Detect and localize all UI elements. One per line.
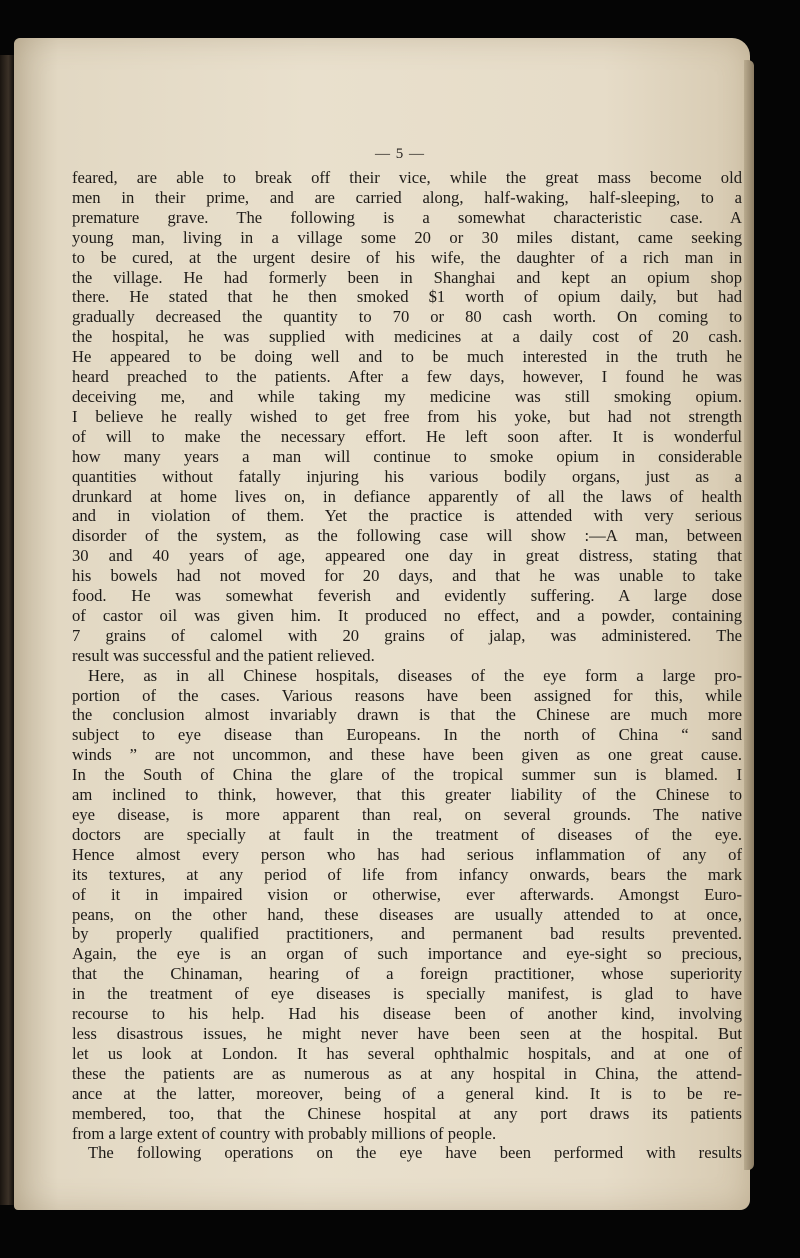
text-line: less disastrous issues, he might never have been seen at the hospital. But bbox=[72, 1023, 742, 1043]
text-line: these the patients are as numerous as at any hospital in China, the attend- bbox=[72, 1063, 742, 1083]
text-line: of will to make the necessary effort. He left soon after. It is wonderful bbox=[72, 426, 742, 446]
text-line: 7 grains of calomel with 20 grains of jalap, was administered. The bbox=[72, 625, 742, 645]
text-line: the conclusion almost invariably drawn is that the Chinese are much more bbox=[72, 705, 742, 725]
text-line: ance at the latter, moreover, being of a general kind. It is to be re- bbox=[72, 1083, 742, 1103]
text-line: feared, are able to break off their vice, while the great mass become old bbox=[72, 168, 742, 187]
text-line: of it in impaired vision or otherwise, ever afterwards. Amongst Euro- bbox=[72, 884, 742, 904]
text-line: how many years a man will continue to smoke opium in considerable bbox=[72, 446, 742, 466]
text-line: premature grave. The following is a somewhat characteristic case. A bbox=[72, 207, 742, 227]
text-line: gradually decreased the quantity to 70 or 80 cash worth. On coming to bbox=[72, 307, 742, 327]
text-line: result was successful and the patient relieved. bbox=[72, 645, 375, 665]
text-line: young man, living in a village some 20 or 30 miles distant, came seeking bbox=[72, 227, 742, 247]
text-line: Hence almost every person who has had serious inflammation of any of bbox=[72, 844, 742, 864]
text-line: doctors are specially at fault in the treatment of diseases of the eye. bbox=[72, 824, 742, 844]
text-line: there. He stated that he then smoked $1 worth of opium daily, but had bbox=[72, 287, 742, 307]
text-line: of castor oil was given him. It produced no effect, and a powder, containing bbox=[72, 605, 742, 625]
body-text bbox=[72, 168, 742, 1163]
text-line: eye disease, is more apparent than real, on several grounds. The native bbox=[72, 805, 742, 824]
text-line: membered, too, that the Chinese hospital at any port draws its patients bbox=[72, 1103, 742, 1123]
text-line: by properly qualified practitioners, and permanent bad results prevented. bbox=[72, 924, 742, 944]
text-line: disorder of the system, as the following case will show :—A man, between bbox=[72, 526, 742, 546]
text-line: am inclined to think, however, that this greater liability of the Chinese to bbox=[72, 785, 742, 805]
text-line: 30 and 40 years of age, appeared one day in great distress, stating that bbox=[72, 546, 742, 566]
text-line: his bowels had not moved for 20 days, and that he was unable to take bbox=[72, 566, 742, 586]
text-line: subject to eye disease than Europeans. In the north of China “ sand bbox=[72, 725, 742, 745]
text-line: let us look at London. It has several ophthalmic hospitals, and at one of bbox=[72, 1043, 742, 1063]
text-line: drunkard at home lives on, in defiance apparently of all the laws of health bbox=[72, 486, 742, 506]
text-line: deceiving me, and while taking my medicine was still smoking opium. bbox=[72, 386, 742, 406]
page-number: — 5 — bbox=[375, 146, 425, 162]
text-line: The following operations on the eye have been performed with results bbox=[88, 1143, 742, 1163]
text-line: men in their prime, and are carried along, half-waking, half-sleeping, to a bbox=[72, 187, 742, 207]
text-line: winds ” are not uncommon, and these have been given as one great cause. bbox=[72, 745, 742, 765]
text-line: Here, as in all Chinese hospitals, diseases of the eye form a large pro- bbox=[88, 665, 742, 685]
text-line: quantities without fatally injuring his various bodily organs, just as a bbox=[72, 466, 742, 486]
text-line: He appeared to be doing well and to be much interested in the truth he bbox=[72, 347, 742, 367]
text-line: in the treatment of eye diseases is specially manifest, is glad to have bbox=[72, 984, 742, 1004]
text-line: food. He was somewhat feverish and evidently suffering. A large dose bbox=[72, 586, 742, 606]
text-line: recourse to his help. Had his disease been of another kind, involving bbox=[72, 1004, 742, 1024]
text-line: Again, the eye is an organ of such importance and eye-sight so precious, bbox=[72, 944, 742, 964]
text-line: to be cured, at the urgent desire of his wife, the daughter of a rich man in bbox=[72, 247, 742, 267]
text-line: In the South of China the glare of the tropical summer sun is blamed. I bbox=[72, 765, 742, 785]
text-line: and in violation of them. Yet the practice is attended with very serious bbox=[72, 506, 742, 526]
text-line: the hospital, he was supplied with medicines at a daily cost of 20 cash. bbox=[72, 327, 742, 347]
right-page-edge bbox=[744, 60, 754, 1170]
text-line: heard preached to the patients. After a few days, however, I found he was bbox=[72, 367, 742, 387]
text-line: that the Chinaman, hearing of a foreign practitioner, whose superiority bbox=[72, 964, 742, 984]
text-line: I believe he really wished to get free from his yoke, but had not strength bbox=[72, 406, 742, 426]
text-line: its textures, at any period of life from infancy onwards, bears the mark bbox=[72, 864, 742, 884]
text-line: portion of the cases. Various reasons have been assigned for this, while bbox=[72, 685, 742, 705]
text-line: the village. He had formerly been in Shanghai and kept an opium shop bbox=[72, 267, 742, 287]
text-line: from a large extent of country with probably millions of people. bbox=[72, 1123, 497, 1143]
left-page-edge bbox=[0, 55, 14, 1205]
text-line: peans, on the other hand, these diseases are usually attended to at once, bbox=[72, 904, 742, 924]
